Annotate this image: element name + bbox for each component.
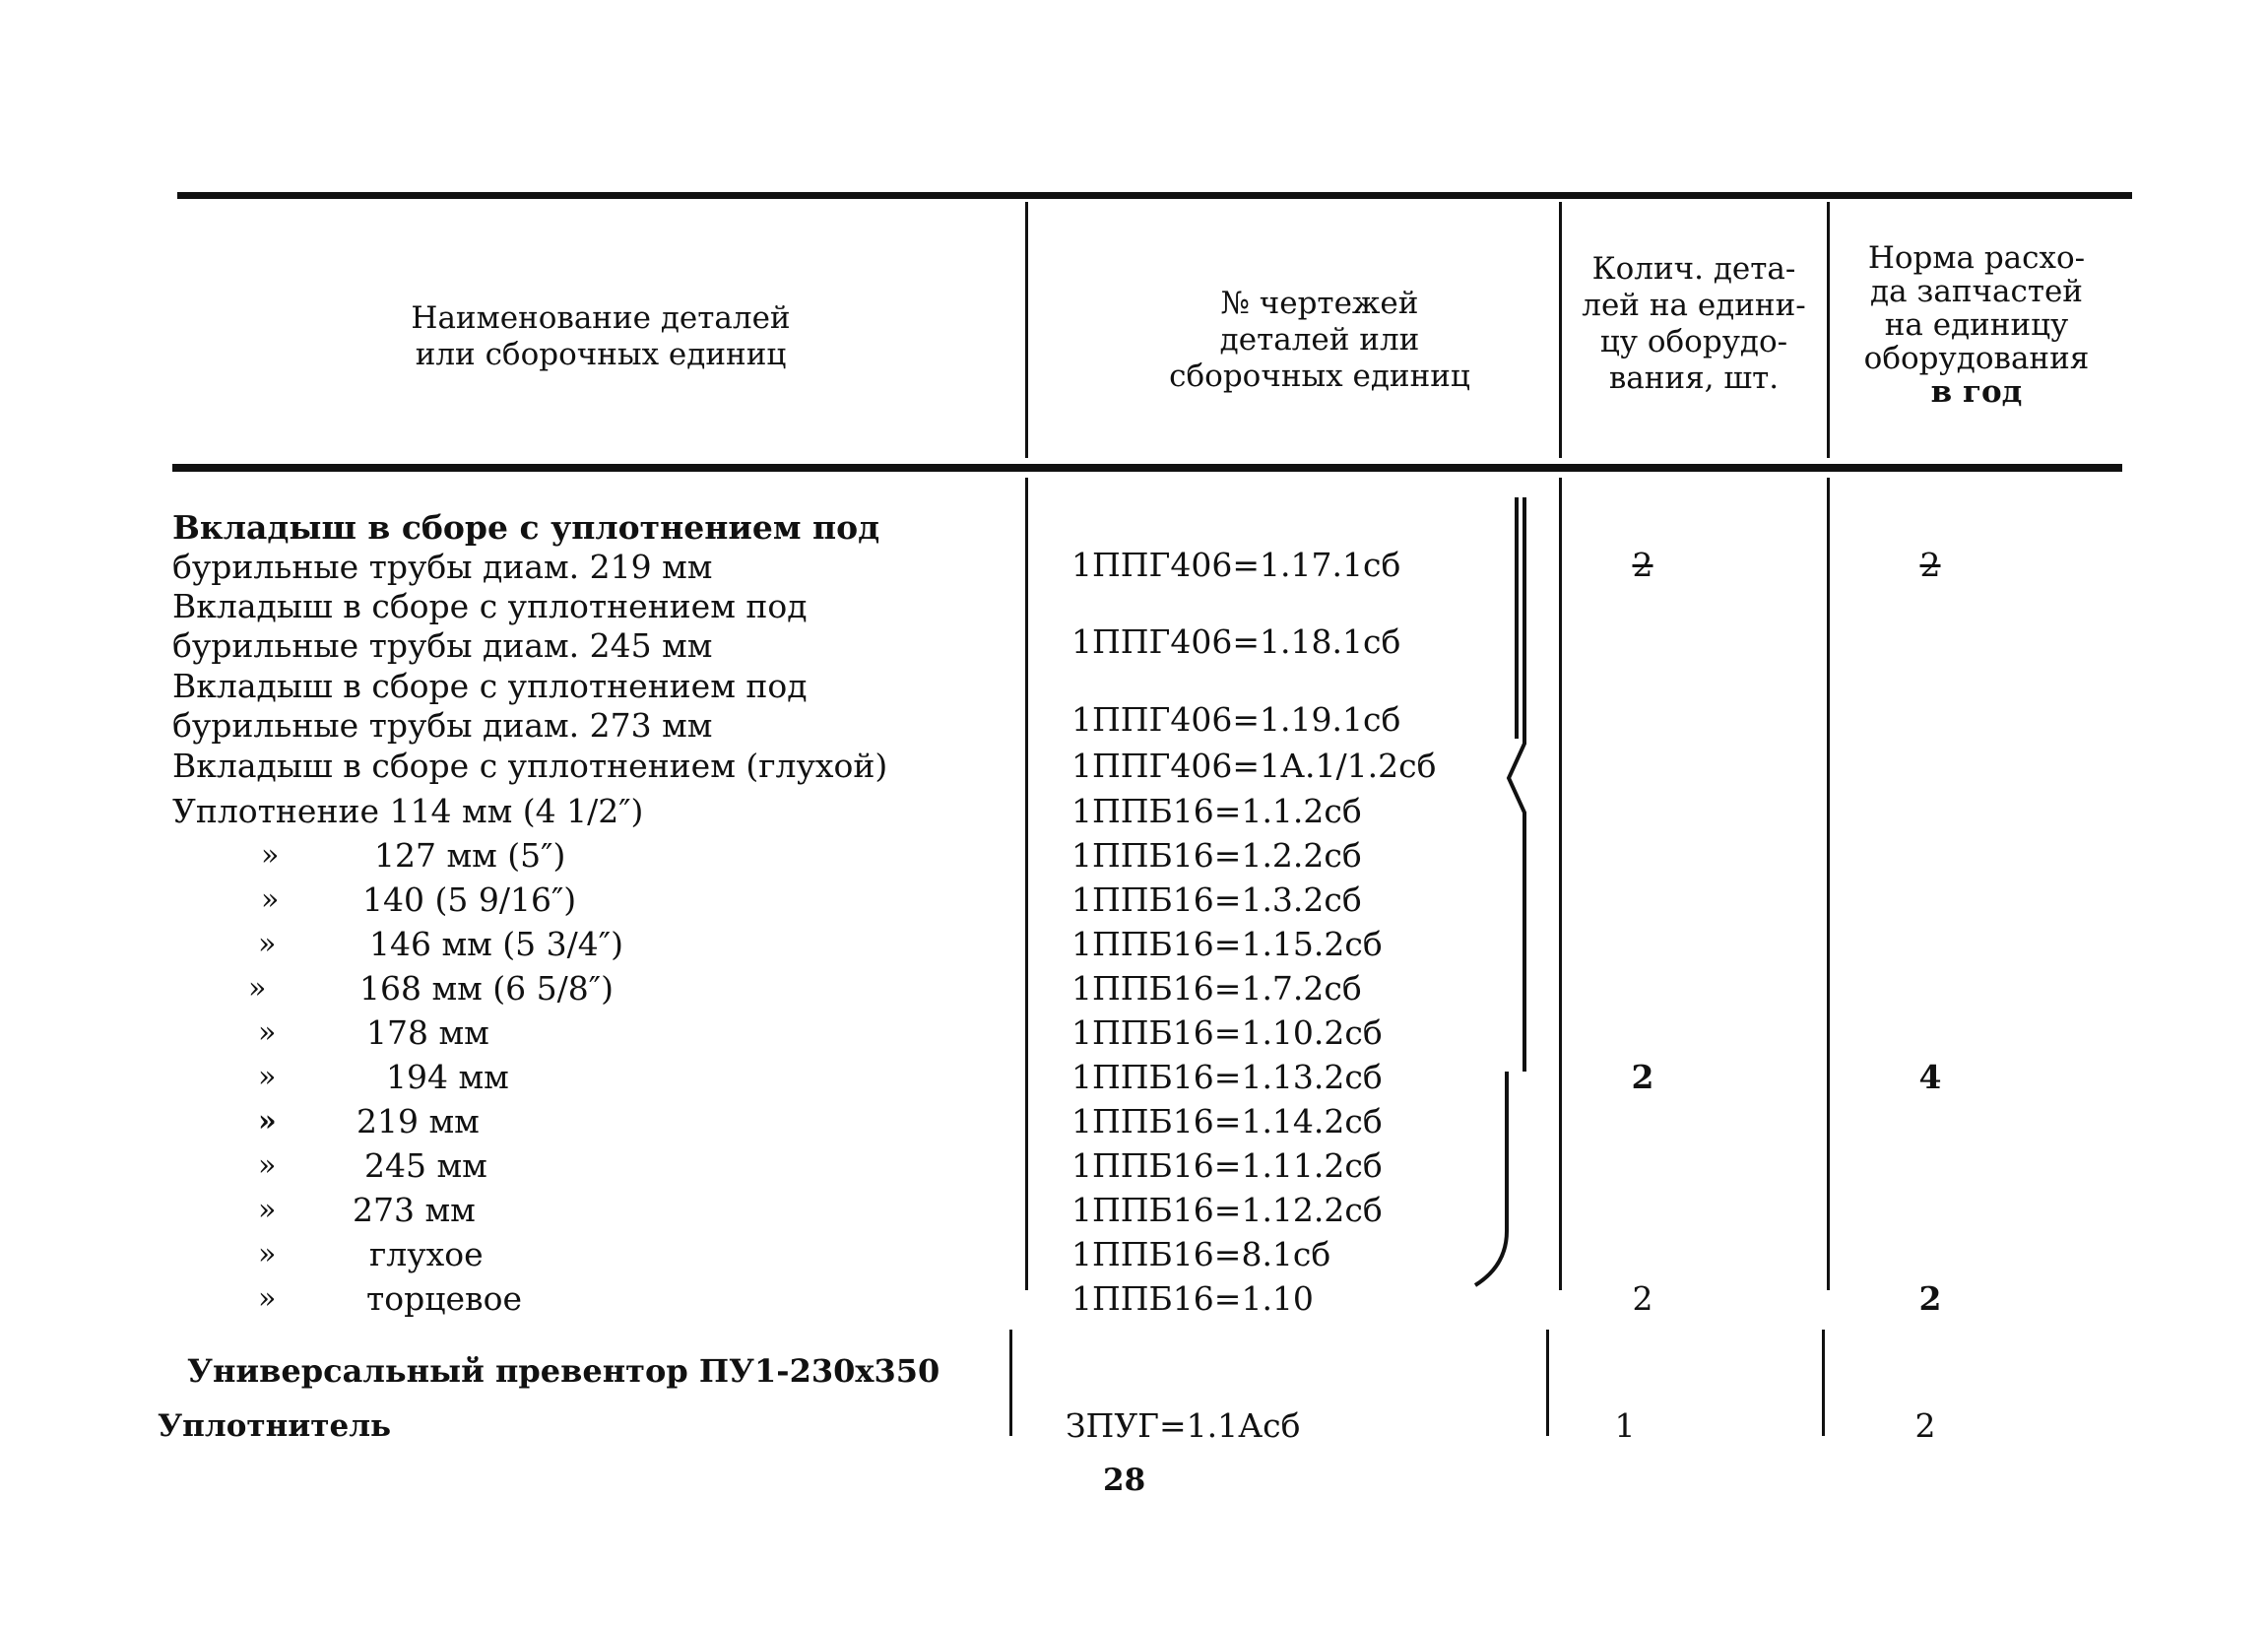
row-name: Вкладыш в сборе с уплотнением под бурильные трубы диам. 245 мм bbox=[172, 587, 808, 665]
column-divider-2-footer bbox=[1546, 1330, 1549, 1436]
row-norm: 4 bbox=[1918, 1058, 1942, 1096]
row-drawing: 1ППБ16=1.10 bbox=[1071, 1279, 1314, 1318]
column-divider-3-footer bbox=[1822, 1330, 1825, 1436]
ditto-mark: » bbox=[258, 1060, 277, 1094]
row-quantity: 1 bbox=[1614, 1406, 1636, 1445]
ditto-mark: » bbox=[258, 1148, 277, 1183]
row-name: торцевое bbox=[366, 1279, 522, 1318]
row-drawing: 1ППГ406=1.17.1сб bbox=[1071, 546, 1401, 584]
header-name: Наименование деталей или сборочных единиц bbox=[411, 300, 791, 372]
row-name: глухое bbox=[369, 1235, 484, 1273]
row-name: 245 мм bbox=[364, 1146, 487, 1185]
row-name: 168 мм (6 5/8″) bbox=[359, 969, 614, 1008]
row-drawing: 1ППБ16=1.7.2сб bbox=[1071, 969, 1362, 1008]
row-drawing: 1ППБ16=1.12.2сб bbox=[1071, 1191, 1383, 1229]
row-name: 127 мм (5″) bbox=[374, 836, 566, 875]
row-name: 146 мм (5 3/4″) bbox=[369, 925, 623, 963]
row-name: 140 (5 9/16″) bbox=[362, 880, 577, 919]
row-quantity: 2 bbox=[1632, 546, 1653, 584]
row-drawing: 1ППБ16=1.15.2сб bbox=[1071, 925, 1383, 963]
ditto-mark: » bbox=[258, 1104, 277, 1139]
row-drawing: 1ППБ16=8.1сб bbox=[1071, 1235, 1331, 1273]
header-drawing: № чертежей деталей или сборочных единиц bbox=[1169, 286, 1470, 394]
ditto-mark: » bbox=[261, 838, 280, 873]
row-drawing: ЗПУГ=1.1Асб bbox=[1066, 1406, 1301, 1445]
row-drawing: 1ППБ16=1.10.2сб bbox=[1071, 1013, 1383, 1052]
row-drawing: 1ППБ16=1.14.2сб bbox=[1071, 1102, 1383, 1140]
ditto-mark: » bbox=[261, 882, 280, 917]
row-norm: 2 bbox=[1918, 1279, 1942, 1318]
page-number: 28 bbox=[1103, 1463, 1146, 1498]
ditto-mark: » bbox=[258, 1281, 277, 1316]
row-name: Уплотнитель bbox=[158, 1408, 392, 1444]
row-name: 219 мм bbox=[356, 1102, 480, 1140]
row-norm: 2 bbox=[1914, 1406, 1936, 1445]
row-name: Вкладыш в сборе с уплотнением под бурильные трубы диам. 219 мм bbox=[172, 508, 880, 586]
column-divider-1-footer bbox=[1009, 1330, 1012, 1436]
row-drawing: 1ППГ406=1.18.1сб bbox=[1071, 622, 1401, 661]
ditto-mark: » bbox=[258, 927, 277, 961]
header-bottom-rule bbox=[172, 464, 2122, 472]
section-title: Универсальный превентор ПУ1-230х350 bbox=[187, 1352, 940, 1390]
row-drawing: 1ППБ16=1.2.2сб bbox=[1071, 836, 1362, 875]
column-divider-3 bbox=[1827, 202, 1830, 458]
column-divider-2 bbox=[1559, 202, 1562, 458]
ditto-mark: » bbox=[258, 1237, 277, 1271]
ditto-mark: » bbox=[258, 1015, 277, 1050]
group-bracket bbox=[1507, 492, 1566, 749]
row-name: 273 мм bbox=[353, 1191, 476, 1229]
row-norm: 2 bbox=[1919, 546, 1941, 584]
header-quantity: Колич. дета- лей на едини- цу оборудо- вания, шт. bbox=[1582, 251, 1806, 396]
ditto-mark: » bbox=[248, 971, 267, 1006]
row-name: 194 мм bbox=[386, 1058, 509, 1096]
row-name: Вкладыш в сборе с уплотнением под бурильные трубы диам. 273 мм bbox=[172, 667, 808, 745]
row-drawing: 1ППБ16=1.11.2сб bbox=[1071, 1146, 1383, 1185]
row-drawing: 1ППБ16=1.3.2сб bbox=[1071, 880, 1362, 919]
row-quantity: 2 bbox=[1632, 1279, 1653, 1318]
column-divider-1 bbox=[1025, 202, 1028, 458]
row-drawing: 1ППГ406=1А.1/1.2сб bbox=[1071, 747, 1437, 785]
column-divider-1-body bbox=[1025, 478, 1028, 1290]
row-name: Уплотнение 114 мм (4 1/2″) bbox=[172, 792, 644, 830]
column-divider-3-body bbox=[1827, 478, 1830, 1290]
ditto-mark: » bbox=[258, 1193, 277, 1227]
row-name: 178 мм bbox=[366, 1013, 489, 1052]
row-drawing: 1ППГ406=1.19.1сб bbox=[1071, 700, 1401, 739]
header-norm: Норма расхо- да запчастей на единицу оборудования в год bbox=[1863, 240, 2090, 410]
row-drawing: 1ППБ16=1.1.2сб bbox=[1071, 792, 1362, 830]
top-rule bbox=[177, 192, 2132, 199]
row-quantity: 2 bbox=[1631, 1058, 1654, 1096]
row-name: Вкладыш в сборе с уплотнением (глухой) bbox=[172, 747, 888, 785]
row-drawing: 1ППБ16=1.13.2сб bbox=[1071, 1058, 1383, 1096]
